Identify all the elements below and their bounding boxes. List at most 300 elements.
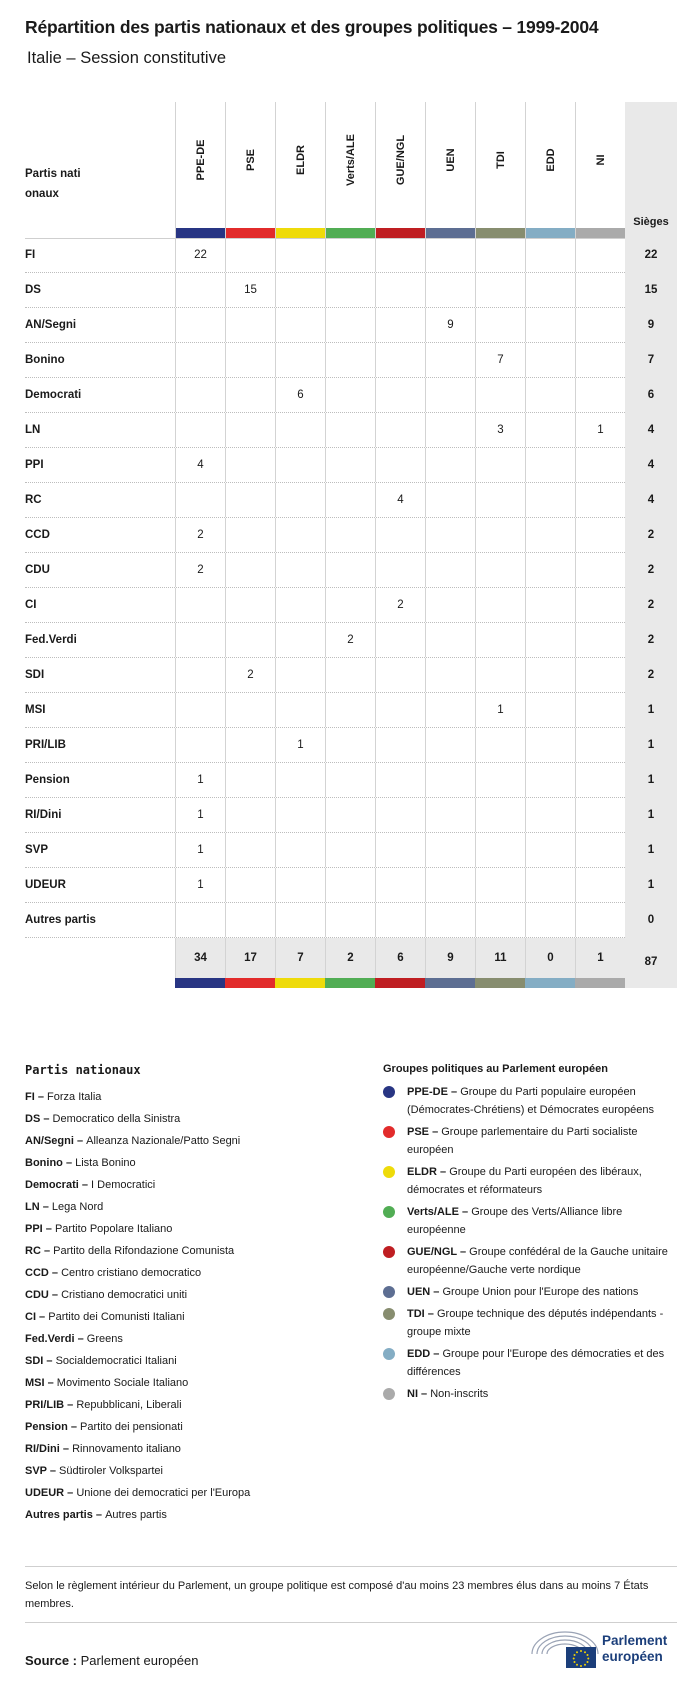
row-total: 1 [625, 833, 677, 868]
seat-cell [425, 518, 475, 552]
group-full-name: Groupe technique des députés indépendants - groupe mixte [407, 1308, 664, 1338]
seat-cell [375, 308, 425, 342]
group-column-header [475, 102, 525, 238]
legend-separator: – [78, 1179, 92, 1191]
seat-cell [225, 413, 275, 447]
seat-cell [425, 378, 475, 412]
seat-cell [175, 343, 225, 377]
seat-cell: 1 [175, 868, 225, 902]
legend-separator: – [424, 1308, 437, 1320]
seat-cell [575, 763, 625, 797]
party-legend-item [25, 1196, 355, 1218]
seat-cell [425, 483, 475, 517]
party-legend [25, 1063, 355, 1526]
seat-cell: 2 [225, 658, 275, 692]
seat-cell [325, 518, 375, 552]
seat-cell [375, 623, 425, 657]
group-total: 34 [175, 938, 225, 978]
seat-cell [225, 903, 275, 937]
table-row [25, 868, 677, 903]
party-code: Pension [25, 1421, 68, 1433]
group-full-name: Groupe parlementaire du Parti socialiste européen [407, 1126, 638, 1156]
legend-separator: – [73, 1135, 87, 1147]
legend-separator: – [456, 1246, 470, 1258]
seat-cell [175, 308, 225, 342]
logo-line-1: Parlement [602, 1633, 668, 1648]
seat-cell [575, 623, 625, 657]
seat-cell [425, 903, 475, 937]
seat-cell: 6 [275, 378, 325, 412]
group-full-name: Groupe du Parti populaire européen (Démocrates-Chrétiens) et Démocrates européens [407, 1086, 654, 1116]
party-full-name: Unione dei democratici per l'Europa [76, 1487, 251, 1499]
group-code: EDD [407, 1348, 431, 1360]
seat-cell [525, 623, 575, 657]
party-name: Autres partis [25, 914, 96, 926]
group-code: PSE [407, 1126, 430, 1138]
seat-cell [325, 343, 375, 377]
seat-cell [475, 728, 525, 762]
seat-cell [575, 518, 625, 552]
party-name: DS [25, 284, 41, 296]
row-total: 2 [625, 518, 677, 553]
seat-cell [525, 798, 575, 832]
group-total: 0 [525, 938, 575, 978]
seat-cell [225, 693, 275, 727]
seat-cell [575, 483, 625, 517]
seat-cell [275, 693, 325, 727]
seat-cell [225, 238, 275, 272]
table-row [25, 728, 677, 763]
group-color-bar [226, 228, 275, 238]
european-parliament-hemicycle-icon [530, 1630, 600, 1670]
seat-cell [525, 658, 575, 692]
seat-cell [575, 308, 625, 342]
row-total: 1 [625, 693, 677, 728]
group-color-dot-icon [383, 1086, 395, 1098]
seat-cell [425, 273, 475, 307]
seat-cell [575, 693, 625, 727]
party-name: RC [25, 494, 42, 506]
seat-cell [225, 588, 275, 622]
group-color-bar [376, 228, 425, 238]
party-name: LN [25, 424, 41, 436]
party-legend-item [25, 1262, 355, 1284]
seat-cell: 4 [375, 483, 425, 517]
group-legend-item [383, 1163, 683, 1199]
seat-cell [525, 868, 575, 902]
seat-cell [325, 658, 375, 692]
seat-cell [575, 553, 625, 587]
seat-cell: 22 [175, 238, 225, 272]
seat-cell [325, 693, 375, 727]
party-full-name: Partito Popolare Italiano [54, 1223, 173, 1235]
table-row [25, 833, 677, 868]
seat-cell [275, 623, 325, 657]
seat-cell [525, 238, 575, 272]
party-legend-item [25, 1350, 355, 1372]
seat-cell [575, 658, 625, 692]
seat-cell [275, 798, 325, 832]
legend-separator: – [74, 1333, 87, 1345]
party-full-name: Südtiroler Volkspartei [59, 1465, 163, 1477]
group-color-dot-icon [383, 1246, 395, 1258]
group-total: 17 [225, 938, 275, 978]
seat-cell [325, 238, 375, 272]
group-color-bar [475, 978, 525, 988]
seat-cell [575, 903, 625, 937]
seat-cell [475, 868, 525, 902]
group-full-name: Groupe des Verts/Alliance libre européenne [407, 1206, 623, 1236]
seat-cell: 2 [325, 623, 375, 657]
seat-cell [175, 413, 225, 447]
row-total: 7 [625, 343, 677, 378]
party-legend-item [25, 1306, 355, 1328]
group-column-header [275, 102, 325, 238]
group-color-dot-icon [383, 1286, 395, 1298]
seat-cell [325, 273, 375, 307]
seat-cell [175, 728, 225, 762]
seat-cell [225, 518, 275, 552]
legend-separator: – [43, 1355, 56, 1367]
seat-cell: 1 [575, 413, 625, 447]
party-column-header: Partis nationaux [25, 168, 81, 200]
seat-cell [525, 693, 575, 727]
legend-separator: – [42, 1223, 55, 1235]
party-full-name: Partito della Rifondazione Comunista [53, 1245, 235, 1257]
seat-cell [375, 763, 425, 797]
legend-separator: – [92, 1509, 106, 1521]
seat-cell [325, 798, 375, 832]
group-code: PPE-DE [407, 1086, 448, 1098]
seat-cell [175, 483, 225, 517]
legend-separator: – [458, 1206, 472, 1218]
seat-cell: 15 [225, 273, 275, 307]
party-code: CI [25, 1311, 36, 1323]
group-color-bar [325, 978, 375, 988]
legend-separator: – [447, 1086, 461, 1098]
group-color-bar [425, 978, 475, 988]
group-legend-item [383, 1123, 683, 1159]
group-legend-item [383, 1385, 683, 1403]
parliament-logo [530, 1630, 680, 1670]
source-line [25, 1653, 198, 1668]
seat-cell [525, 833, 575, 867]
seat-cell [225, 378, 275, 412]
row-total: 22 [625, 238, 677, 273]
legend-separator: – [48, 1289, 62, 1301]
group-full-name: Groupe pour l'Europe des démocraties et des différences [407, 1348, 665, 1378]
seat-cell [175, 658, 225, 692]
seat-cell [225, 553, 275, 587]
seat-cell: 1 [175, 833, 225, 867]
party-legend-item [25, 1130, 355, 1152]
party-full-name: Democratico della Sinistra [52, 1113, 181, 1125]
seat-cell: 2 [175, 518, 225, 552]
party-name: SVP [25, 844, 49, 856]
party-code: FI [25, 1091, 35, 1103]
seat-cell [375, 903, 425, 937]
seat-cell [375, 343, 425, 377]
row-total: 0 [625, 903, 677, 938]
party-code: CCD [25, 1267, 49, 1279]
legend-separator: – [430, 1348, 443, 1360]
seat-cell [175, 623, 225, 657]
seat-cell [475, 448, 525, 482]
seat-cell [525, 588, 575, 622]
source-label: Source : [25, 1653, 78, 1668]
party-code: MSI [25, 1377, 45, 1389]
seat-cell [575, 728, 625, 762]
seat-cell [325, 763, 375, 797]
legend-separator: – [67, 1421, 81, 1433]
group-code-label: EDD [544, 148, 557, 172]
party-code: Democrati [25, 1179, 79, 1191]
seat-cell [375, 238, 425, 272]
seat-cell [475, 833, 525, 867]
seat-cell [225, 798, 275, 832]
group-legend-list [383, 1083, 683, 1403]
group-code: NI [407, 1388, 418, 1400]
seat-cell [375, 553, 425, 587]
totals-row [25, 938, 677, 988]
seat-cell [475, 798, 525, 832]
party-name: SDI [25, 669, 45, 681]
group-column-header [175, 102, 225, 238]
source-value: Parlement européen [80, 1653, 199, 1668]
seat-cell [275, 273, 325, 307]
seat-cell [225, 868, 275, 902]
seat-cell [525, 728, 575, 762]
seat-cell [375, 448, 425, 482]
seat-cell [275, 413, 325, 447]
party-full-name: Partito dei Comunisti Italiani [48, 1311, 185, 1323]
legend-separator: – [46, 1465, 60, 1477]
party-legend-item [25, 1108, 355, 1130]
seat-cell [525, 553, 575, 587]
seat-cell [275, 868, 325, 902]
table-row [25, 553, 677, 588]
seat-cell [575, 868, 625, 902]
legend-separator: – [59, 1443, 73, 1455]
party-full-name: Repubblicani, Liberali [76, 1399, 182, 1411]
group-code-label: TDI [494, 151, 507, 169]
party-name: Fed.Verdi [25, 634, 77, 646]
seat-cell [325, 728, 375, 762]
group-color-bar [476, 228, 525, 238]
party-legend-item [25, 1284, 355, 1306]
seat-cell [275, 588, 325, 622]
legend-separator: – [62, 1157, 76, 1169]
seat-cell [425, 658, 475, 692]
seat-cell: 9 [425, 308, 475, 342]
party-code: AN/Segni [25, 1135, 74, 1147]
group-legend-item [383, 1345, 683, 1381]
party-legend-item [25, 1460, 355, 1482]
group-column-header [425, 102, 475, 238]
group-legend-item [383, 1243, 683, 1279]
group-color-bar [276, 228, 325, 238]
seat-cell [425, 868, 475, 902]
seat-cell [375, 273, 425, 307]
party-legend-item [25, 1328, 355, 1350]
group-code-label: PSE [244, 148, 257, 172]
party-full-name: Lega Nord [51, 1201, 104, 1213]
seat-cell [425, 553, 475, 587]
seat-cell [525, 903, 575, 937]
seat-cell [225, 728, 275, 762]
group-code-label: Verts/ALE [344, 134, 357, 186]
group-color-bar [576, 228, 625, 238]
party-code: RC [25, 1245, 41, 1257]
seat-cell [425, 623, 475, 657]
party-code: Autres partis [25, 1509, 93, 1521]
party-name: FI [25, 249, 36, 261]
seat-cell [425, 238, 475, 272]
group-code: UEN [407, 1286, 431, 1298]
seat-cell [525, 273, 575, 307]
seat-cell [275, 553, 325, 587]
party-legend-item [25, 1394, 355, 1416]
seat-cell [575, 588, 625, 622]
seat-cell [325, 833, 375, 867]
party-code: RI/Dini [25, 1443, 60, 1455]
legend-separator: – [39, 1201, 52, 1213]
rules-note: Selon le règlement intérieur du Parlement, un groupe politique est composé d'au moins 23 membres élus dans au moins 7 États membres. [25, 1566, 677, 1623]
row-total: 6 [625, 378, 677, 413]
seat-cell [375, 693, 425, 727]
group-legend-item [383, 1083, 683, 1119]
group-color-dot-icon [383, 1166, 395, 1178]
party-legend-item [25, 1416, 355, 1438]
group-legend-item [383, 1283, 683, 1301]
seat-cell: 4 [175, 448, 225, 482]
seat-cell [425, 833, 475, 867]
legend-separator: – [436, 1166, 450, 1178]
party-name: MSI [25, 704, 46, 716]
seat-cell [375, 868, 425, 902]
seat-cell [275, 483, 325, 517]
seat-cell [475, 553, 525, 587]
logo-line-2: européen [602, 1649, 663, 1664]
table-row [25, 518, 677, 553]
party-full-name: Socialdemocratici Italiani [55, 1355, 177, 1367]
seat-cell [225, 343, 275, 377]
seat-cell [425, 448, 475, 482]
row-total: 2 [625, 588, 677, 623]
group-total: 9 [425, 938, 475, 978]
table-row [25, 798, 677, 833]
seat-cell [225, 308, 275, 342]
row-total: 1 [625, 763, 677, 798]
group-code: Verts/ALE [407, 1206, 459, 1218]
group-full-name: Groupe Union pour l'Europe des nations [442, 1286, 639, 1298]
seat-cell [475, 518, 525, 552]
legend-separator: – [418, 1388, 431, 1400]
party-full-name: Partito dei pensionati [80, 1421, 183, 1433]
party-code: Bonino [25, 1157, 63, 1169]
party-name: PPI [25, 459, 44, 471]
seat-cell [425, 413, 475, 447]
legend-separator: – [36, 1311, 49, 1323]
group-full-name: Non-inscrits [430, 1388, 489, 1400]
table-row [25, 343, 677, 378]
row-total: 4 [625, 483, 677, 518]
table-body [25, 238, 677, 938]
seat-cell [525, 413, 575, 447]
seat-cell [575, 833, 625, 867]
row-total: 4 [625, 413, 677, 448]
seat-cell [575, 448, 625, 482]
seat-cell [425, 693, 475, 727]
seats-header-label: Sièges [633, 216, 669, 228]
seat-distribution-table [25, 102, 677, 988]
legend-separator: – [34, 1091, 48, 1103]
party-legend-item [25, 1372, 355, 1394]
group-legend-item [383, 1305, 683, 1341]
seat-cell [475, 378, 525, 412]
seat-cell [225, 483, 275, 517]
group-column-header [375, 102, 425, 238]
legend-separator: – [429, 1126, 442, 1138]
page-title: Répartition des partis nationaux et des groupes politiques – 1999-2004 [25, 17, 599, 37]
group-color-bar [525, 978, 575, 988]
seat-cell [275, 763, 325, 797]
table-row [25, 903, 677, 938]
seat-cell [175, 378, 225, 412]
group-color-bar [526, 228, 575, 238]
table-header [25, 102, 677, 238]
table-row [25, 238, 677, 273]
seat-cell [325, 378, 375, 412]
party-code: DS [25, 1113, 41, 1125]
party-full-name: Movimento Sociale Italiano [56, 1377, 189, 1389]
seat-cell [325, 868, 375, 902]
seat-cell [525, 448, 575, 482]
group-color-dot-icon [383, 1388, 395, 1400]
row-total: 1 [625, 868, 677, 903]
group-color-bar [326, 228, 375, 238]
party-name: AN/Segni [25, 319, 77, 331]
seat-cell [225, 623, 275, 657]
group-full-name: Groupe du Parti européen des libéraux, démocrates et réformateurs [407, 1166, 642, 1196]
group-code: ELDR [407, 1166, 437, 1178]
seat-cell [375, 413, 425, 447]
seat-cell [425, 343, 475, 377]
group-total: 7 [275, 938, 325, 978]
seat-cell [375, 658, 425, 692]
seat-cell [525, 378, 575, 412]
group-total: 11 [475, 938, 525, 978]
seats-column-header [625, 102, 677, 238]
group-code-label: ELDR [294, 145, 307, 175]
party-legend-list [25, 1086, 355, 1526]
group-color-bar [225, 978, 275, 988]
seat-cell [425, 763, 475, 797]
party-legend-heading: Partis nationaux [25, 1063, 141, 1077]
group-color-dot-icon [383, 1348, 395, 1360]
party-full-name: Lista Bonino [75, 1157, 136, 1169]
seat-cell [325, 553, 375, 587]
group-color-dot-icon [383, 1308, 395, 1320]
group-code-label: UEN [444, 148, 457, 172]
table-row [25, 658, 677, 693]
group-column-header [325, 102, 375, 238]
seat-cell [475, 483, 525, 517]
table-row [25, 308, 677, 343]
seat-cell [225, 763, 275, 797]
party-code: SVP [25, 1465, 47, 1477]
group-color-bar [176, 228, 225, 238]
